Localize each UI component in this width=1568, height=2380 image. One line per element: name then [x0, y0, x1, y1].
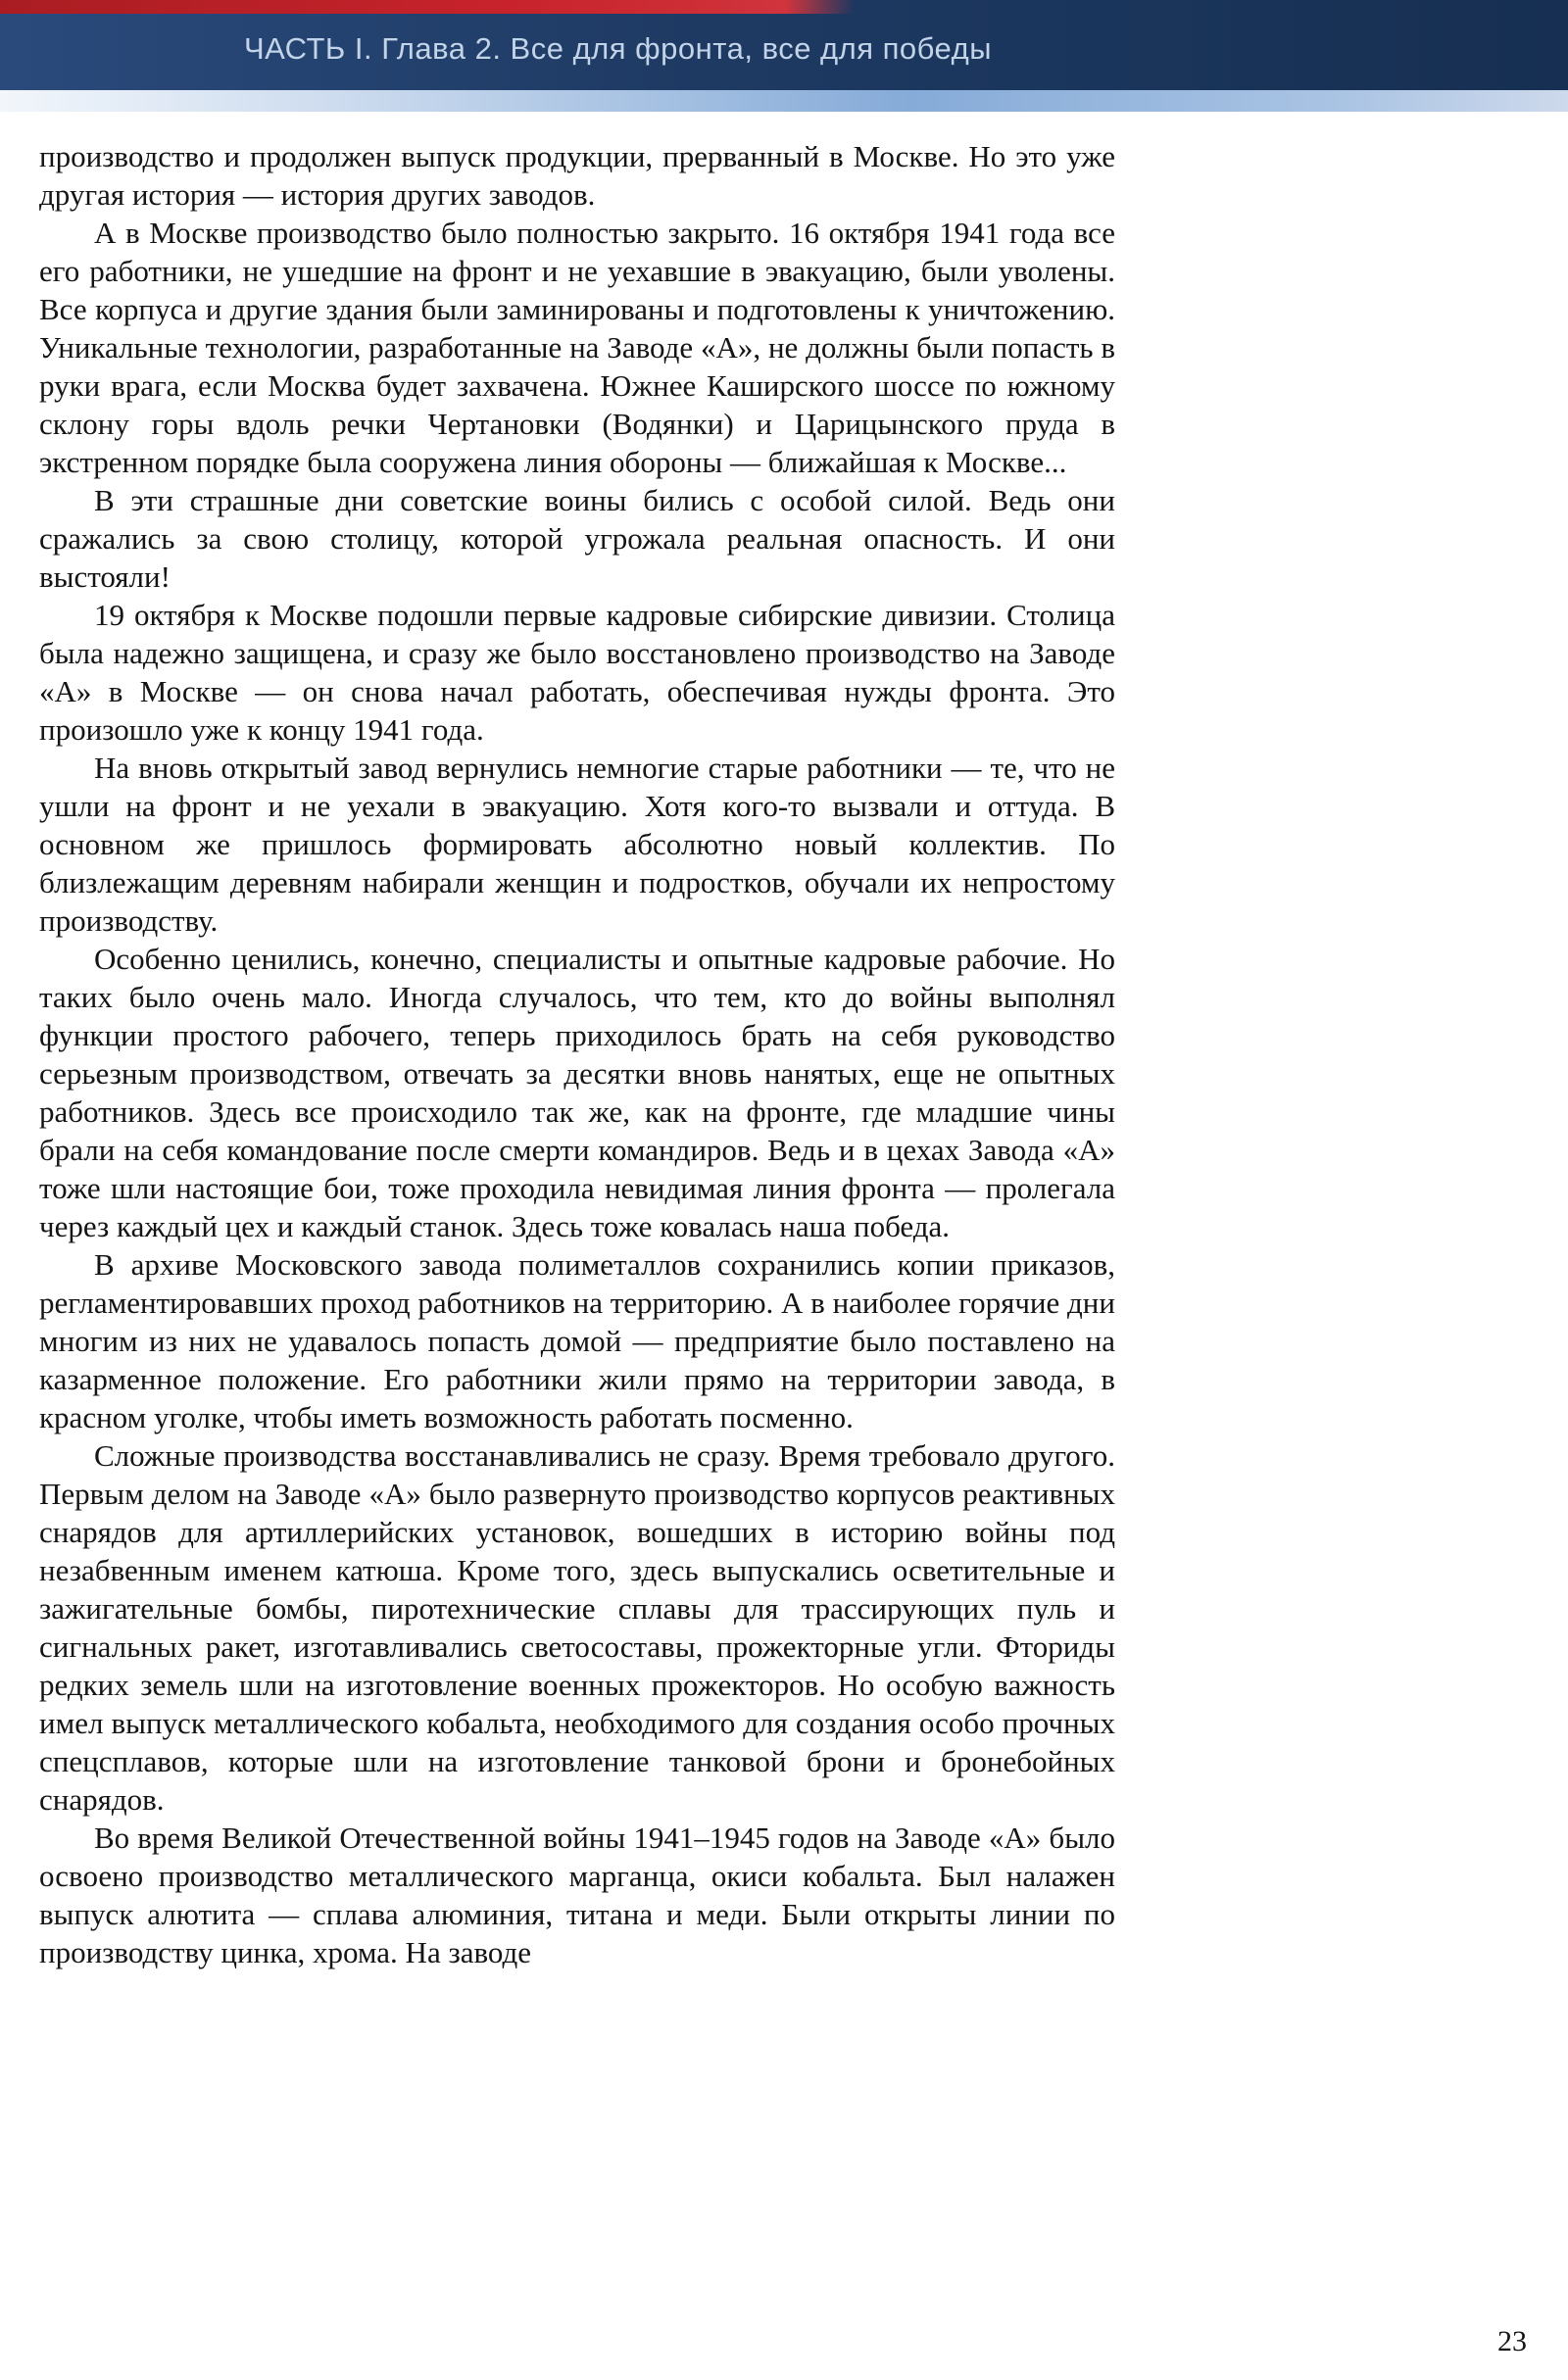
chapter-header-title: ЧАСТЬ I. Глава 2. Все для фронта, все для победы: [243, 31, 992, 66]
paragraph: В эти страшные дни советские воины бились с особой силой. Ведь они сражались за свою столицу, которой угрожала реальная опасность. И они выстояли!: [39, 483, 1115, 594]
article-text: [39, 137, 1115, 1971]
header-gradient-stripe: [0, 90, 1568, 112]
paragraph: 19 октября к Москве подошли первые кадровые сибирские дивизии. Столица была надежно защищена, и сразу же было восстановлено производство на Заводе «А» в Москве — он снова начал работать, обеспечивая нужды фронта. Это произошло уже к концу 1941 года.: [39, 598, 1115, 747]
paragraph: На вновь открытый завод вернулись немногие старые работники — те, что не ушли на фронт и не уехали в эвакуацию. Хотя кого-то вызвали и оттуда. В основном же пришлось формировать абсолютно новый коллектив. По близлежащим деревням набирали женщин и подростков, обучали их непростому производству.: [39, 751, 1115, 938]
red-accent-bar: [0, 0, 855, 14]
paragraph: В архиве Московского завода полиметаллов сохранились копии приказов, регламентировавших проход работников на территорию. А в наиболее горячие дни многим из них не удавалось попасть домой — предприятие было поставлено на казарменное положение. Его работники жили прямо на территории завода, в красном уголке, чтобы иметь возможность работать посменно.: [39, 1247, 1115, 1434]
paragraph: А в Москве производство было полностью закрыто. 16 октября 1941 года все его работники, не ушедшие на фронт и не уехавшие в эвакуацию, были уволены. Все корпуса и другие здания были заминированы и подготовлены к уничтожению. Уникальные технологии, разработанные на Заводе «А», не должны были попасть в руки врага, если Москва будет захвачена. Южнее Каширского шоссе по южному склону горы вдоль речки Чертановки (Водянки) и Царицынского пруда в экстренном порядке была сооружена линия обороны — ближайшая к Москве...: [39, 216, 1115, 479]
paragraph: производство и продолжен выпуск продукции, прерванный в Москве. Но это уже другая история — история других заводов.: [39, 139, 1115, 212]
paragraph: Во время Великой Отечественной войны 1941–1945 годов на Заводе «А» было освоено производство металлического марганца, окиси кобальта. Был налажен выпуск алютита — сплава алюминия, титана и меди. Были открыты линии по производству цинка, хрома. На заводе: [39, 1821, 1115, 1969]
page-header: [0, 0, 1568, 90]
page-number: 23: [1497, 2325, 1527, 2357]
paragraph: Сложные производства восстанавливались не сразу. Время требовало другого. Первым делом на Заводе «А» было развернуто производство корпусов реактивных снарядов для артиллерийских установок, вошедших в историю войны под незабвенным именем катюша. Кроме того, здесь выпускались осветительные и зажигательные бомбы, пиротехнические сплавы для трассирующих пуль и сигнальных ракет, изготавливались светосоставы, прожекторные угли. Фториды редких земель шли на изготовление военных прожекторов. Но особую важность имел выпуск металлического кобальта, необходимого для создания особо прочных спецсплавов, которые шли на изготовление танковой брони и бронебойных снарядов.: [39, 1438, 1115, 1817]
paragraph: Особенно ценились, конечно, специалисты и опытные кадровые рабочие. Но таких было очень мало. Иногда случалось, что тем, кто до войны выполнял функции простого рабочего, теперь приходилось брать на себя руководство серьезным производством, отвечать за десятки вновь нанятых, еще не опытных работников. Здесь все происходило так же, как на фронте, где младшие чины брали на себя командование после смерти командиров. Ведь и в цехах Завода «А» тоже шли настоящие бои, тоже проходила невидимая линия фронта — пролегала через каждый цех и каждый станок. Здесь тоже ковалась наша победа.: [39, 942, 1115, 1243]
